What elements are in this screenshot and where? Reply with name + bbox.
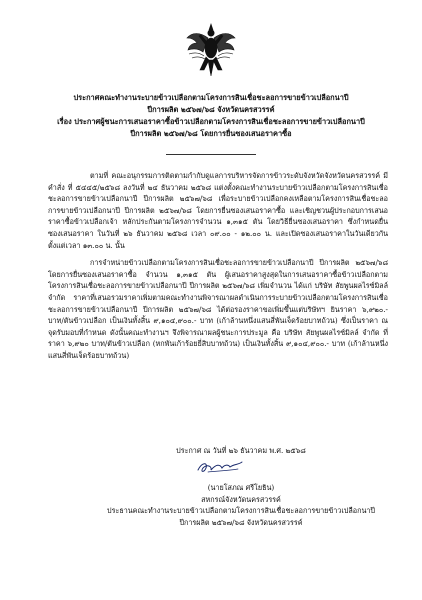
body-paragraph-2: การจำหน่ายข้าวเปลือกตามโครงการสินเชื่อชะลอการขายข้าวเปลือกนาปี ปีการผลิต ๒๕๖๗/๖๘ โดยการยื่นซองเสนอราคาซื้อ จำนวน ๑,๓๑๕ ตัน ผู้เสนอราคาสูงสุดในการเสนอราคาซื้อข้าวเปลือกตามโครงการสินเชื่อชะลอการขายข้าวเปลือกนาปี ปีการผลิต ๒๕๖๗/๖๘ เพิ่มจำนวน ได้แก่ บริษัท สัยพูนผลไรซ์มิลล์ จำกัด ราคาที่เสนอรวมราคาเพิ่มตามคณะทำงานพิจารณาผลดำเนินการระบายข้าวเปลือกตามโครงการสินเชื่อชะลอการขายข้าวเปลือกนาปี ปีการผลิต ๒๕๖๗/๖๘ ได้ต่อรองราคาขอเพิ่มขึ้นแต่บริษัทฯ ยินราคา ๖,๙๒๐.- บาท/ตันข้าวเปลือก เป็นเงินทั้งสิ้น ๙,๑๐๔,๙๐๐.- บาท (เก้าล้านหนึ่งแสนสี่พันเจ็ดร้อยบาทถ้วน) ซึ่งเป็นราคา ณ จุดรับมอบที่กำหนด ดังนั้นคณะทำงานฯ จึงพิจารณาผลผู้ชนะการประมูล คือ บริษัท สัยพูนผลไรซ์มิลล์ จำกัด ที่ราคา ๖,๙๒๐ บาท/ตันข้าวเปลือก (หกพันเก้าร้อยยี่สิบบาทถ้วน) เป็นเงินทั้งสิ้น ๙,๑๐๔,๙๐๐.- บาท (เก้าล้านหนึ่งแสนสี่พันเจ็ดร้อยบาทถ้วน) xyxy=(48,258,388,360)
heading-line-1: ประกาศคณะทำงานระบายข้าวเปลือกตามโครงการสินเชื่อชะลอการขายข้าวเปลือกนาปี xyxy=(73,93,349,102)
signer-position-1: สหกรณ์จังหวัดนครสวรรค์ xyxy=(201,494,281,504)
heading-line-3: เรื่อง ประกาศผู้ชนะการเสนอราคาซื้อข้าวเปลือกตามโครงการสินเชื่อชะลอการขายข้าวเปลือกนาปี xyxy=(57,117,365,126)
heading-divider xyxy=(166,154,256,155)
body-paragraph-1: ตามที่ คณะอนุกรรมการติดตามกำกับดูแลการบริหารจัดการข้าวระดับจังหวัดจังหวัดนครสวรรค์ มีคำสั่ง ที่ ๕๔๔๕/๒๕๖๘ ลงวันที่ ๒๔ ธันวาคม ๒๕๖๘ แต่งตั้งคณะทำงานระบายข้าวเปลือกตามโครงการสินเชื่อชะลอการขายข้าวเปลือกนาปี ปีการผลิต ๒๕๖๗/๖๘ เพื่อระบายข้าวเปลือกคงเหลือตามโครงการสินเชื่อชะลอการขายข้าวเปลือกนาปี ปีการผลิต ๒๕๖๗/๖๘ โดยการยื่นซองเสนอราคาซื้อ และเชิญชวนผู้ประกอบการเสนอราคาซื้อข้าวเปลือกเจ้า หลักประกันตามโครงการจำนวน ๑,๓๑๕ ตัน โดยวิธียื่นซองเสนอราคา ซึ่งกำหนดยื่นซองเสนอราคา ในวันที่ ๒๖ ธันวาคม ๒๕๖๘ เวลา ๐๙.๐๐ - ๑๒.๐๐ น. และเปิดซองเสนอราคาในวันเดียวกัน ตั้งแต่เวลา ๑๓.๐๐ น. นั้น xyxy=(48,171,388,250)
announcement-body xyxy=(48,170,388,368)
handwritten-signature xyxy=(194,456,246,478)
announcement-date: ประกาศ ณ วันที่ ๒๖ ธันวาคม พ.ศ. ๒๕๖๘ xyxy=(176,446,306,455)
signer-name: (นายโสภณ ศรีโยธิน) xyxy=(207,483,275,492)
signer-block xyxy=(60,482,422,528)
announcement-heading xyxy=(30,92,392,140)
signer-position-3: ปีการผลิต ๒๕๖๗/๖๘ จังหวัดนครสวรรค์ xyxy=(179,517,303,527)
signer-position-2: ประธานคณะทำงานระบายข้าวเปลือกตามโครงการสินเชื่อชะลอการขายข้าวเปลือกนาปี xyxy=(107,506,375,516)
heading-line-4: ปีการผลิต ๒๕๖๗/๖๘ โดยการยื่นซองเสนอราคาซื้อ xyxy=(130,129,292,138)
heading-line-2: ปีการผลิต ๒๕๖๗/๖๘ จังหวัดนครสวรรค์ xyxy=(147,105,275,114)
garuda-emblem-icon xyxy=(186,22,236,78)
